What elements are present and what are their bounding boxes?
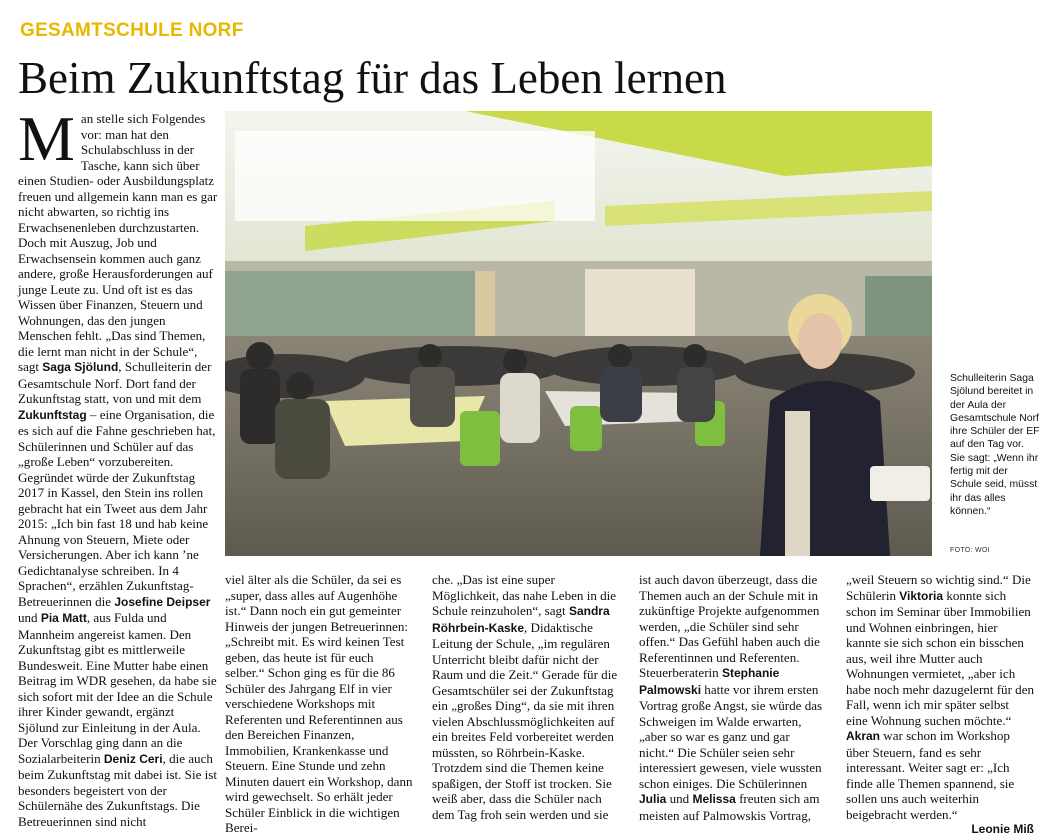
person-name: Stephanie Palmowski [639, 666, 780, 697]
text-run: und [666, 791, 693, 806]
person-name: Melissa [692, 792, 736, 806]
person-name: Josefine Deipser [114, 594, 211, 609]
text-run: konnte sich schon im Seminar über Immobilien und Wohnen einbringen, hier kannte sie sich schon ein bisschen aus, weil ihre Mutter auch Wohnungen vermietet, „aber ich habe noch mehr dazugelernt für den Fall, wenn ich mir später selbst eine Wohnung suchen möchte.“ [846, 587, 1035, 728]
text-run: , Schulleiterin der Gesamtschule Norf. Dort fand der Zukunftstag statt, von und mit dem [18, 359, 212, 406]
article-column-5 [846, 572, 1034, 838]
article-column-1 [18, 103, 218, 829]
dropcap: M [18, 103, 75, 174]
article-column-2 [225, 572, 413, 836]
person-name: Saga Sjölund [42, 360, 119, 374]
text-run: , aus Fulda und Mannheim angereist kamen. Den Zukunftstag gibt es mittlerweile Bundesweit. Eine Mutter habe einen Beitrag im WDR gesehen, da habe sie sich sofort mit der Idee an die Schule ihrer Kinder gewandt, ergänzt Sjölund zur Einleitung in der Aula. Der Vorschlag ging dann an die Sozialarbeiterin [18, 610, 217, 766]
text-run: , die auch beim Zukunftstag mit dabei ist. Sie ist besonders begeistert von der Schülernähe des Zukunftstags. Die Betreuerinnen sind nicht [18, 750, 217, 829]
text-run: hatte vor ihrem ersten Vortrag große Angst, sie würde das Schweigen im Walde erwarten, „aber so war es ganz und gar nicht.“ Die Schüler seien sehr interessiert gewesen, viele wussten schon einiges. Die Schülerinnen [639, 681, 823, 791]
article-photo [225, 111, 932, 556]
text-run: , Didaktische Leitung der Schule, „im regulären Unterricht bleibt dafür nicht der Raum und die Zeit.“ Gerade für die Gesamtschüler sei der Zukunftstag ein „großes Ding“, da sie mit ihren vielen Abschlussmöglichkeiten auf ein breites Feld vorbereitet werden müssten, so Röhrbein-Kaske. Trotzdem sind die Themen keine spaßigen, der Stoff ist trocken. Sie weiß aber, dass die Schüler nach dem Tag froh sein werden und sie [432, 619, 618, 822]
text-run: – eine Organisation, die es sich auf die Fahne geschrieben hat, Schülerinnen und Schüler auf das „große Leben“ vorzubereiten. Gegründet würde der Zukunftstag 2017 in Kassel, den Stein ins rollen gebracht hat ein Tweet aus dem Jahr 2015: „Ich bin fast 18 und hab keine Ahnung von Steuern, Miete oder Versicherungen. Aber ich kann ’ne Gedichtanalyse schreiben. In 4 Sprachen“, erzählen Zukunftstag-Betreuerinnen die [18, 406, 216, 609]
article-column-4 [639, 572, 827, 823]
aula-photo-illustration [225, 111, 932, 556]
person-name: Julia [639, 792, 667, 806]
person-name: Pia Matt [40, 611, 87, 625]
person-name: Viktoria [899, 588, 944, 603]
author-name: Leonie Miß [971, 822, 1034, 836]
text-run: an stelle sich Folgendes vor: man hat den Schulabschluss in der Tasche, kann sich über einen Studien- oder Ausbildungsplatz freuen und allgemein kann man es gar nicht abwarten, so richtig ins Erwachsenenleben durchzustarten. Doch mit Auszug, Job und Erwachsensein kommen auch ganz andere, große Herausforderungen auf junge Leute zu. Und oft ist es das Wissen über Finanzen, Steuern und Wohnungen, das den jungen Menschen fehlt. „Das sind Themen, die lernt man nicht in der Schule“, sagt [18, 111, 218, 374]
photo-credit: FOTO: WOI [950, 547, 990, 554]
text-run: freuten sich am meisten auf Palmowskis Vortrag, [639, 791, 820, 823]
text-run: war schon im Workshop über Steuern, fand es sehr interessant. Weiter sagt er: „Ich finde alle Themen spannend, sie sollen uns auch weiterhin beigebracht werden.“ [846, 728, 1015, 822]
text-run: viel älter als die Schüler, da sei es „super, dass alles auf Augenhöhe ist.“ Dann noch ein gut gemeinter Hinweis der jungen Betreuerinnen: „Schreibt mit. Es wird keinen Test geben, das heute ist für euch selber.“ Schon ging es für die 86 Schüler des Jahrgang Elf in vier verschiedene Workshops mit Referenten und Referentinnen aus den Bereichen Finanzen, Immobilien, Krankenkasse und Steuern. Eine Stunde und zehn Minuten dauert ein Workshop, dann wird gewechselt. So erhält jeder Schüler Einblick in die wichtigen Berei- [225, 572, 413, 835]
text-run: „weil Steuern so wichtig sind.“ Die Schülerin [846, 572, 1031, 603]
person-name: Akran [846, 729, 881, 743]
article-headline: Beim Zukunftstag für das Leben lernen [18, 53, 727, 103]
org-name: Zukunftstag [18, 407, 87, 422]
article-column-3 [432, 572, 620, 822]
person-name: Sandra Röhrbein-Kaske [432, 604, 610, 635]
text-run: und [18, 610, 41, 625]
section-kicker: GESAMTSCHULE NORF [20, 20, 244, 41]
text-run: che. „Das ist eine super Möglichkeit, das nahe Leben in die Schule reinzuholen“, sagt [432, 572, 617, 618]
person-name: Deniz Ceri [103, 751, 163, 766]
photo-caption: Schulleiterin Saga Sjölund bereitet in der Aula der Gesamtschule Norf ihre Schüler der EF auf den Tag vor. Sie sagt: „Wenn ihr fertig mit der Schule seid, müsst ihr das alles können.“ [950, 373, 1040, 517]
text-run: ist auch davon überzeugt, dass die Themen auch an der Schule mit in zukünftige Projekte aufgenommen werden, „die Schüler sind sehr offen.“ Das Gefühl haben auch die Referentinnen und Referenten. Steuerberaterin [639, 572, 820, 680]
